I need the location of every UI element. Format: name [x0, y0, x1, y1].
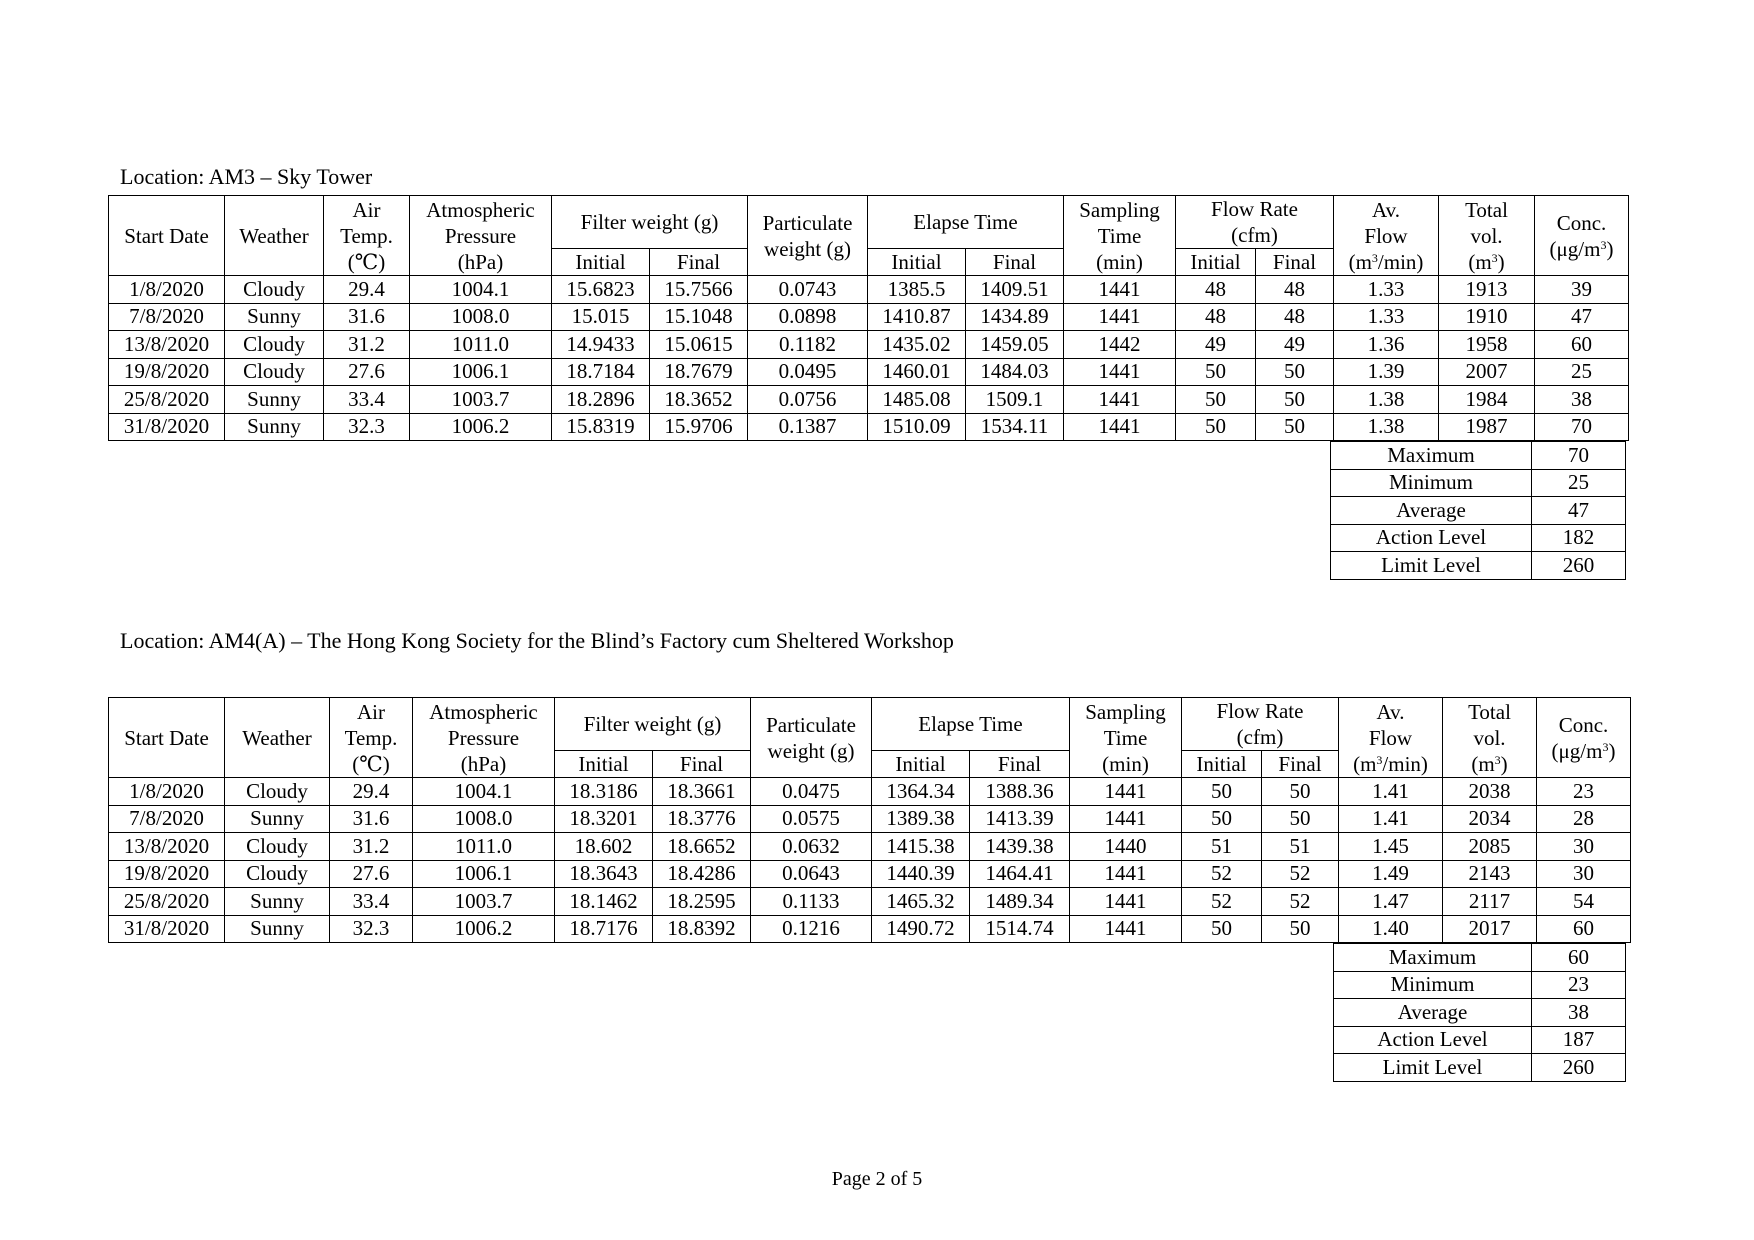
table-cell: 50: [1182, 915, 1262, 943]
table-row: [109, 413, 1629, 441]
table-cell: 52: [1262, 860, 1339, 888]
table-cell: 1006.2: [410, 413, 552, 441]
table-cell: 33.4: [330, 888, 413, 916]
summary-row: [1331, 497, 1626, 525]
table-cell: 1490.72: [872, 915, 970, 943]
table-cell: 1.36: [1334, 331, 1439, 359]
header-filter-weight: Filter weight (g): [552, 196, 748, 249]
table-cell: Cloudy: [225, 778, 330, 806]
table-cell: 1.38: [1334, 413, 1439, 441]
table-cell: 19/8/2020: [109, 860, 225, 888]
table-cell: 50: [1256, 358, 1334, 386]
table-cell: 1415.38: [872, 833, 970, 861]
summary-value: 60: [1532, 944, 1626, 972]
table-cell: Cloudy: [225, 358, 324, 386]
header-air-temp: Air Temp. (℃): [330, 698, 413, 778]
table-cell: 18.1462: [555, 888, 653, 916]
table-cell: 1460.01: [868, 358, 966, 386]
table-cell: 1389.38: [872, 805, 970, 833]
location-title-am4a: Location: AM4(A) – The Hong Kong Society for the Blind’s Factory cum Sheltered Workshop: [120, 628, 954, 653]
table-cell: 15.015: [552, 303, 650, 331]
table-cell: 1441: [1064, 413, 1176, 441]
table-cell: 49: [1176, 331, 1256, 359]
table-cell: 50: [1176, 386, 1256, 414]
summary-value: 70: [1532, 442, 1626, 470]
table-cell: 15.0615: [650, 331, 748, 359]
header-particulate-weight: Particulate weight (g): [748, 196, 868, 276]
table-cell: Cloudy: [225, 860, 330, 888]
table-cell: 50: [1176, 358, 1256, 386]
summary-value: 260: [1532, 1054, 1626, 1082]
table-cell: Sunny: [225, 805, 330, 833]
table-cell: 18.7679: [650, 358, 748, 386]
table-cell: 31/8/2020: [109, 413, 225, 441]
table-cell: 1435.02: [868, 331, 966, 359]
page-number: Page 2 of 5: [831, 1168, 923, 1190]
table-cell: 50: [1262, 778, 1339, 806]
summary-label: Limit Level: [1334, 1054, 1532, 1082]
header-total-vol: Total vol. $(m^3)$: [1443, 698, 1537, 778]
table-cell: 13/8/2020: [109, 833, 225, 861]
table-cell: 0.1387: [748, 413, 868, 441]
summary-value: 38: [1532, 999, 1626, 1027]
header-flow-rate: Flow Rate (cfm): [1182, 698, 1339, 751]
table-cell: 52: [1262, 888, 1339, 916]
table-cell: 50: [1176, 413, 1256, 441]
table-row: [109, 915, 1631, 943]
summary-row: [1331, 552, 1626, 580]
table-cell: 1441: [1070, 915, 1182, 943]
table-row: [109, 805, 1631, 833]
table-cell: 18.3776: [653, 805, 751, 833]
table-cell: 1.47: [1339, 888, 1443, 916]
header-elapse-time: Elapse Time: [868, 196, 1064, 249]
table-cell: 1440.39: [872, 860, 970, 888]
table-cell: 0.0632: [751, 833, 872, 861]
table-cell: 32.3: [324, 413, 410, 441]
table-cell: 1509.1: [966, 386, 1064, 414]
table-cell: 1388.36: [970, 778, 1070, 806]
table-cell: 0.0756: [748, 386, 868, 414]
table-cell: 50: [1256, 413, 1334, 441]
table-cell: 1485.08: [868, 386, 966, 414]
table-cell: 2007: [1439, 358, 1535, 386]
table-cell: Cloudy: [225, 331, 324, 359]
table-cell: 2085: [1443, 833, 1537, 861]
table-cell: 30: [1537, 860, 1631, 888]
table-cell: 1484.03: [966, 358, 1064, 386]
header-elapse-initial: Initial: [868, 249, 966, 276]
header-start-date: Start Date: [109, 196, 225, 276]
table-cell: 18.7176: [555, 915, 653, 943]
header-sampling-time: Sampling Time (min): [1070, 698, 1182, 778]
summary-row: [1334, 971, 1626, 999]
table-cell: 1.49: [1339, 860, 1443, 888]
summary-value: 260: [1532, 552, 1626, 580]
table-cell: 54: [1537, 888, 1631, 916]
table-cell: 0.1133: [751, 888, 872, 916]
monitoring-table-am3: [108, 195, 1629, 441]
table-cell: 1006.1: [410, 358, 552, 386]
table-cell: 50: [1256, 386, 1334, 414]
table-cell: 23: [1537, 778, 1631, 806]
table-cell: Sunny: [225, 915, 330, 943]
table-cell: 1441: [1064, 303, 1176, 331]
table-cell: 1011.0: [410, 331, 552, 359]
table-cell: 1.41: [1339, 778, 1443, 806]
table-row: [109, 276, 1629, 304]
summary-row: [1334, 1026, 1626, 1054]
table-cell: 1364.34: [872, 778, 970, 806]
table-cell: 1441: [1064, 358, 1176, 386]
table-cell: 51: [1182, 833, 1262, 861]
table-cell: 18.8392: [653, 915, 751, 943]
table-cell: 31.6: [330, 805, 413, 833]
table-cell: 31.2: [324, 331, 410, 359]
summary-label: Limit Level: [1331, 552, 1532, 580]
table-row: [109, 778, 1631, 806]
header-conc: Conc. $(\mu g/m^3)$: [1537, 698, 1631, 778]
table-cell: 1958: [1439, 331, 1535, 359]
header-flow-final: Final: [1262, 751, 1339, 778]
table-cell: 18.3186: [555, 778, 653, 806]
table-cell: 1441: [1070, 778, 1182, 806]
table-cell: 1409.51: [966, 276, 1064, 304]
table-cell: 60: [1535, 331, 1629, 359]
table-cell: 15.8319: [552, 413, 650, 441]
table-cell: 1410.87: [868, 303, 966, 331]
table-cell: 31/8/2020: [109, 915, 225, 943]
summary-value: 23: [1532, 971, 1626, 999]
table-cell: 2117: [1443, 888, 1537, 916]
table-cell: 39: [1535, 276, 1629, 304]
table-cell: 47: [1535, 303, 1629, 331]
table-cell: 1510.09: [868, 413, 966, 441]
header-flow-rate: Flow Rate (cfm): [1176, 196, 1334, 249]
table-cell: 0.0898: [748, 303, 868, 331]
header-flow-initial: Initial: [1182, 751, 1262, 778]
table-cell: 1.40: [1339, 915, 1443, 943]
table-cell: 2017: [1443, 915, 1537, 943]
table-cell: 2038: [1443, 778, 1537, 806]
table-cell: 15.1048: [650, 303, 748, 331]
table-cell: 18.2595: [653, 888, 751, 916]
summary-label: Action Level: [1334, 1026, 1532, 1054]
table-cell: 0.0743: [748, 276, 868, 304]
summary-row: [1331, 524, 1626, 552]
table-cell: Cloudy: [225, 833, 330, 861]
table-cell: 27.6: [330, 860, 413, 888]
table-cell: 1.39: [1334, 358, 1439, 386]
header-filter-final: Final: [650, 249, 748, 276]
table-cell: 0.0495: [748, 358, 868, 386]
table-cell: Sunny: [225, 303, 324, 331]
table-cell: 32.3: [330, 915, 413, 943]
summary-label: Minimum: [1331, 469, 1532, 497]
table-cell: 1910: [1439, 303, 1535, 331]
table-cell: 1011.0: [413, 833, 555, 861]
table-cell: 1.45: [1339, 833, 1443, 861]
table-cell: Sunny: [225, 413, 324, 441]
table-cell: 1004.1: [410, 276, 552, 304]
table-cell: Sunny: [225, 386, 324, 414]
table-cell: 15.6823: [552, 276, 650, 304]
table-cell: 1913: [1439, 276, 1535, 304]
table-cell: 70: [1535, 413, 1629, 441]
table-cell: 18.7184: [552, 358, 650, 386]
table-row: [109, 888, 1631, 916]
table-cell: 18.3643: [555, 860, 653, 888]
table-cell: 1008.0: [413, 805, 555, 833]
table-cell: 1.38: [1334, 386, 1439, 414]
header-elapse-time: Elapse Time: [872, 698, 1070, 751]
table-cell: 13/8/2020: [109, 331, 225, 359]
summary-value: 25: [1532, 469, 1626, 497]
table-cell: 49: [1256, 331, 1334, 359]
table-cell: 0.0643: [751, 860, 872, 888]
table-cell: 48: [1176, 276, 1256, 304]
table-cell: 30: [1537, 833, 1631, 861]
header-weather: Weather: [225, 698, 330, 778]
header-atm-pressure: Atmospheric Pressure (hPa): [410, 196, 552, 276]
table-cell: 33.4: [324, 386, 410, 414]
header-particulate-weight: Particulate weight (g): [751, 698, 872, 778]
summary-row: [1334, 1054, 1626, 1082]
table-row: [109, 358, 1629, 386]
summary-row: [1331, 442, 1626, 470]
table-cell: 1987: [1439, 413, 1535, 441]
table-cell: 48: [1176, 303, 1256, 331]
table-cell: 0.1216: [751, 915, 872, 943]
table-cell: 48: [1256, 276, 1334, 304]
header-filter-initial: Initial: [555, 751, 653, 778]
header-filter-final: Final: [653, 751, 751, 778]
table-cell: 1.33: [1334, 303, 1439, 331]
table-cell: 1003.7: [410, 386, 552, 414]
table-cell: 1440: [1070, 833, 1182, 861]
table-cell: 1003.7: [413, 888, 555, 916]
table-row: [109, 833, 1631, 861]
table-row: [109, 860, 1631, 888]
table-cell: 1385.5: [868, 276, 966, 304]
header-av-flow: Av. Flow $(m^3/\min)$: [1334, 196, 1439, 276]
table-cell: 60: [1537, 915, 1631, 943]
header-start-date: Start Date: [109, 698, 225, 778]
table-cell: 0.0475: [751, 778, 872, 806]
table-cell: 2143: [1443, 860, 1537, 888]
table-cell: 1441: [1070, 860, 1182, 888]
table-cell: 25/8/2020: [109, 888, 225, 916]
header-av-flow: Av. Flow $(m^3/\min)$: [1339, 698, 1443, 778]
table-cell: 15.9706: [650, 413, 748, 441]
table-cell: 1.33: [1334, 276, 1439, 304]
table-cell: 1441: [1064, 386, 1176, 414]
summary-label: Average: [1334, 999, 1532, 1027]
summary-value: 47: [1532, 497, 1626, 525]
table-cell: 1442: [1064, 331, 1176, 359]
summary-label: Minimum: [1334, 971, 1532, 999]
header-weather: Weather: [225, 196, 324, 276]
table-cell: 1/8/2020: [109, 778, 225, 806]
table-cell: 1/8/2020: [109, 276, 225, 304]
header-flow-initial: Initial: [1176, 249, 1256, 276]
table-cell: 1464.41: [970, 860, 1070, 888]
summary-table-am3: [1330, 441, 1626, 580]
table-cell: 52: [1182, 888, 1262, 916]
summary-table-am4a: [1333, 943, 1626, 1082]
table-cell: 1459.05: [966, 331, 1064, 359]
table-cell: 1006.2: [413, 915, 555, 943]
table-cell: 18.6652: [653, 833, 751, 861]
header-sampling-time: Sampling Time (min): [1064, 196, 1176, 276]
table-cell: 50: [1182, 805, 1262, 833]
table-row: [109, 303, 1629, 331]
table-cell: 50: [1262, 915, 1339, 943]
summary-row: [1334, 944, 1626, 972]
table-cell: 0.1182: [748, 331, 868, 359]
summary-row: [1334, 999, 1626, 1027]
table-row: [109, 386, 1629, 414]
table-row: [109, 331, 1629, 359]
table-cell: 1489.34: [970, 888, 1070, 916]
table-cell: 19/8/2020: [109, 358, 225, 386]
table-cell: 14.9433: [552, 331, 650, 359]
table-cell: 50: [1182, 778, 1262, 806]
table-cell: 1008.0: [410, 303, 552, 331]
header-conc: Conc. $(\mu g/m^3)$: [1535, 196, 1629, 276]
table-cell: 0.0575: [751, 805, 872, 833]
table-cell: 29.4: [324, 276, 410, 304]
summary-label: Average: [1331, 497, 1532, 525]
table-cell: 1004.1: [413, 778, 555, 806]
table-cell: 7/8/2020: [109, 805, 225, 833]
table-cell: 18.3661: [653, 778, 751, 806]
header-atm-pressure: Atmospheric Pressure (hPa): [413, 698, 555, 778]
header-total-vol: Total vol. $(m^3)$: [1439, 196, 1535, 276]
table-cell: 18.602: [555, 833, 653, 861]
header-filter-initial: Initial: [552, 249, 650, 276]
table-cell: 7/8/2020: [109, 303, 225, 331]
table-cell: Cloudy: [225, 276, 324, 304]
table-cell: 18.2896: [552, 386, 650, 414]
header-elapse-final: Final: [970, 751, 1070, 778]
table-cell: 1006.1: [413, 860, 555, 888]
table-cell: 48: [1256, 303, 1334, 331]
table-cell: 1441: [1070, 888, 1182, 916]
table-cell: 1439.38: [970, 833, 1070, 861]
location-title-am3: Location: AM3 – Sky Tower: [120, 164, 373, 189]
summary-label: Maximum: [1334, 944, 1532, 972]
table-cell: 2034: [1443, 805, 1537, 833]
table-cell: 50: [1262, 805, 1339, 833]
table-cell: 28: [1537, 805, 1631, 833]
header-air-temp: Air Temp. (℃): [324, 196, 410, 276]
monitoring-table-am4a: [108, 697, 1631, 943]
header-flow-final: Final: [1256, 249, 1334, 276]
table-cell: 1441: [1070, 805, 1182, 833]
table-cell: 1413.39: [970, 805, 1070, 833]
summary-label: Maximum: [1331, 442, 1532, 470]
table-cell: 1441: [1064, 276, 1176, 304]
summary-value: 182: [1532, 524, 1626, 552]
table-cell: 25/8/2020: [109, 386, 225, 414]
table-cell: 15.7566: [650, 276, 748, 304]
table-cell: 1984: [1439, 386, 1535, 414]
header-elapse-final: Final: [966, 249, 1064, 276]
table-cell: 31.2: [330, 833, 413, 861]
summary-row: [1331, 469, 1626, 497]
table-cell: 51: [1262, 833, 1339, 861]
table-cell: 18.4286: [653, 860, 751, 888]
table-cell: 27.6: [324, 358, 410, 386]
table-cell: 38: [1535, 386, 1629, 414]
table-cell: 18.3652: [650, 386, 748, 414]
table-cell: 18.3201: [555, 805, 653, 833]
table-cell: 31.6: [324, 303, 410, 331]
table-cell: 1434.89: [966, 303, 1064, 331]
table-cell: 25: [1535, 358, 1629, 386]
summary-value: 187: [1532, 1026, 1626, 1054]
table-cell: 29.4: [330, 778, 413, 806]
table-cell: 1465.32: [872, 888, 970, 916]
table-cell: 1514.74: [970, 915, 1070, 943]
table-cell: 1534.11: [966, 413, 1064, 441]
summary-label: Action Level: [1331, 524, 1532, 552]
header-filter-weight: Filter weight (g): [555, 698, 751, 751]
table-cell: Sunny: [225, 888, 330, 916]
header-elapse-initial: Initial: [872, 751, 970, 778]
table-cell: 52: [1182, 860, 1262, 888]
table-cell: 1.41: [1339, 805, 1443, 833]
